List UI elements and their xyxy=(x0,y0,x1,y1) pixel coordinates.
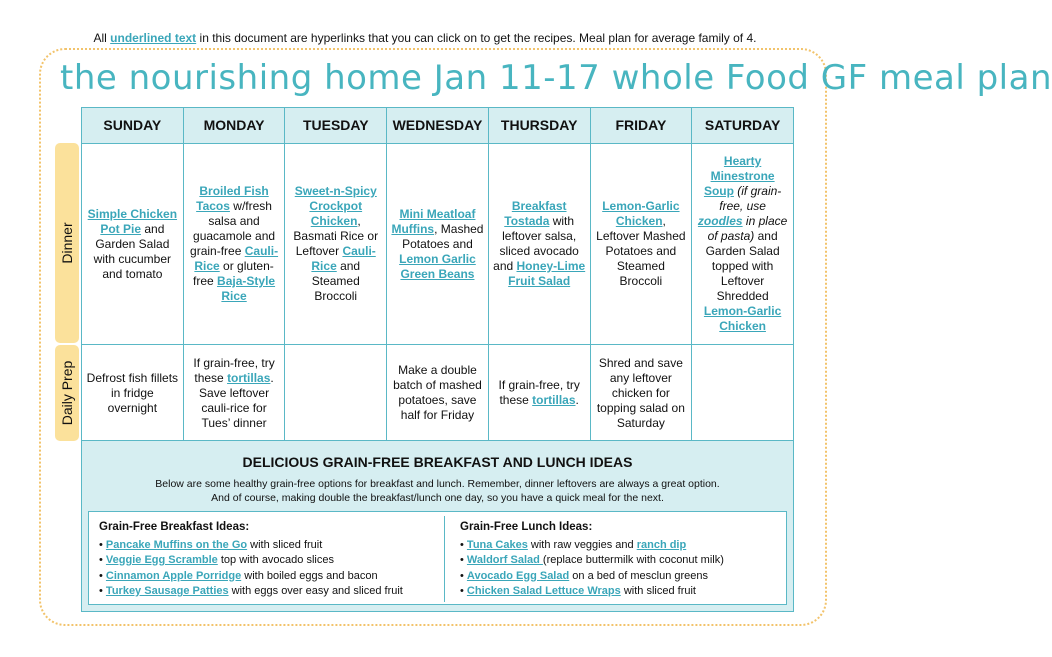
daily-prep-row xyxy=(82,345,794,442)
recipe-link[interactable]: Cauli-Rice xyxy=(194,244,279,273)
recipe-link[interactable]: tortillas xyxy=(227,370,271,385)
day-header-sunday: SUNDAY xyxy=(82,108,184,144)
side-label-daily-prep: Daily Prep xyxy=(55,345,79,441)
prep-tuesday xyxy=(285,345,387,442)
recipe-link[interactable]: Sweet-n-Spicy Crockpot Chicken xyxy=(294,184,377,228)
recipe-link[interactable]: Baja-Style Rice xyxy=(217,274,276,303)
recipe-link[interactable]: Lemon-Garlic Chicken xyxy=(703,304,782,333)
page-title: the nourishing home Jan 11-17 whole Food GF meal plan xyxy=(60,58,1052,98)
column-divider xyxy=(444,516,445,602)
recipe-link[interactable]: zoodles xyxy=(697,214,743,228)
list-item: • Avocado Egg Salad on a bed of mesclun greens xyxy=(460,569,780,585)
recipe-link[interactable]: Mini Meatloaf Muffins xyxy=(391,206,476,236)
recipe-link[interactable]: Honey-Lime Fruit Salad xyxy=(508,259,586,288)
list-item: • Cinnamon Apple Porridge with boiled eggs and bacon xyxy=(99,569,439,585)
recipe-link[interactable]: Veggie Egg Scramble xyxy=(105,554,218,566)
list-item: • Veggie Egg Scramble top with avocado slices xyxy=(99,553,439,569)
dinner-row xyxy=(82,144,794,345)
day-header-saturday: SATURDAY xyxy=(692,108,794,144)
recipe-link[interactable]: Hearty Minestrone Soup xyxy=(703,154,775,198)
breakfast-ideas xyxy=(99,520,439,600)
prep-sunday: Defrost fish fillets in fridge overnight xyxy=(82,345,184,442)
recipe-link[interactable]: Cinnamon Apple Porridge xyxy=(105,569,242,582)
prep-monday: If grain-free, try these tortillas. Save leftover cauli-rice for Tues’ dinner xyxy=(183,345,285,442)
recipe-link[interactable]: Breakfast Tostada xyxy=(504,199,567,228)
dinner-friday: Lemon-Garlic Chicken, Leftover Mashed Potatoes and Steamed Broccoli xyxy=(590,144,692,345)
lunch-ideas-title: Grain-Free Lunch Ideas: xyxy=(460,521,593,533)
recipe-link[interactable]: Chicken Salad Lettuce Wraps xyxy=(466,585,621,597)
top-note: All underlined text in this document are hyperlinks that you can click on to get the recipes. Meal plan for average family of 4. xyxy=(93,31,757,45)
underlined-text-link[interactable]: underlined text xyxy=(110,31,197,45)
ideas-heading: DELICIOUS GRAIN-FREE BREAKFAST AND LUNCH IDEAS xyxy=(242,454,633,470)
prep-thursday: If grain-free, try these tortillas. xyxy=(488,345,590,442)
dinner-wednesday: Mini Meatloaf Muffins, Mashed Potatoes and Lemon Garlic Green Beans xyxy=(387,144,489,345)
breakfast-ideas-title: Grain-Free Breakfast Ideas: xyxy=(99,521,250,533)
dinner-tuesday: Sweet-n-Spicy Crockpot Chicken, Basmati Rice or Leftover Cauli-Rice and Steamed Broccoli xyxy=(285,144,387,345)
day-header-row xyxy=(82,108,794,144)
day-header-wednesday: WEDNESDAY xyxy=(387,108,489,144)
recipe-link[interactable]: Simple Chicken Pot Pie xyxy=(87,206,178,236)
list-item: • Waldorf Salad (replace buttermilk with coconut milk) xyxy=(460,553,780,569)
day-header-tuesday: TUESDAY xyxy=(285,108,387,144)
recipe-link[interactable]: Cauli-Rice xyxy=(311,244,376,273)
ideas-panel xyxy=(81,440,794,612)
recipe-link[interactable]: tortillas xyxy=(532,393,576,407)
lunch-ideas xyxy=(460,520,780,600)
list-item: • Turkey Sausage Patties with eggs over easy and sliced fruit xyxy=(99,584,439,600)
dinner-saturday: Hearty Minestrone Soup (if grain-free, use zoodles in place of pasta) and Garden Salad topped with Leftover Shredded Lemon-Garlic Chicken xyxy=(692,144,794,345)
recipe-link[interactable]: Pancake Muffins on the Go xyxy=(105,538,248,551)
meal-plan-table xyxy=(81,107,794,442)
recipe-link[interactable]: Avocado Egg Salad xyxy=(466,569,570,582)
ideas-subtext: Below are some healthy grain-free options for breakfast and lunch. Remember, dinner leftovers are always a great option. And of course, making double the breakfast/lunch one day, so you have a quick meal for the next. xyxy=(155,478,720,504)
recipe-link[interactable]: Turkey Sausage Patties xyxy=(105,585,229,597)
list-item: • Pancake Muffins on the Go with sliced fruit xyxy=(99,538,439,554)
day-header-monday: MONDAY xyxy=(183,108,285,144)
prep-friday: Shred and save any leftover chicken for topping salad on Saturday xyxy=(590,345,692,442)
dinner-monday: Broiled Fish Tacos w/fresh salsa and guacamole and grain-free Cauli-Rice or gluten-free Baja-Style Rice xyxy=(183,144,285,345)
list-item: • Tuna Cakes with raw veggies and ranch dip xyxy=(460,538,780,554)
dinner-thursday: Breakfast Tostada with leftover salsa, sliced avocado and Honey-Lime Fruit Salad xyxy=(488,144,590,345)
recipe-link[interactable]: Lemon Garlic Green Beans xyxy=(399,251,476,281)
recipe-link[interactable]: Broiled Fish Tacos xyxy=(196,184,269,213)
recipe-link[interactable]: Waldorf Salad xyxy=(466,554,543,566)
ideas-lists xyxy=(88,511,787,605)
day-header-thursday: THURSDAY xyxy=(488,108,590,144)
recipe-link[interactable]: Lemon-Garlic Chicken xyxy=(602,199,680,228)
recipe-link[interactable]: ranch dip xyxy=(636,538,687,551)
day-header-friday: FRIDAY xyxy=(590,108,692,144)
side-label-dinner: Dinner xyxy=(55,143,79,343)
list-item: • Chicken Salad Lettuce Wraps with sliced fruit xyxy=(460,584,780,600)
prep-wednesday: Make a double batch of mashed potatoes, save half for Friday xyxy=(387,345,489,442)
dinner-sunday: Simple Chicken Pot Pie and Garden Salad with cucumber and tomato xyxy=(82,144,184,345)
recipe-link[interactable]: Tuna Cakes xyxy=(466,538,528,551)
prep-saturday xyxy=(692,345,794,442)
